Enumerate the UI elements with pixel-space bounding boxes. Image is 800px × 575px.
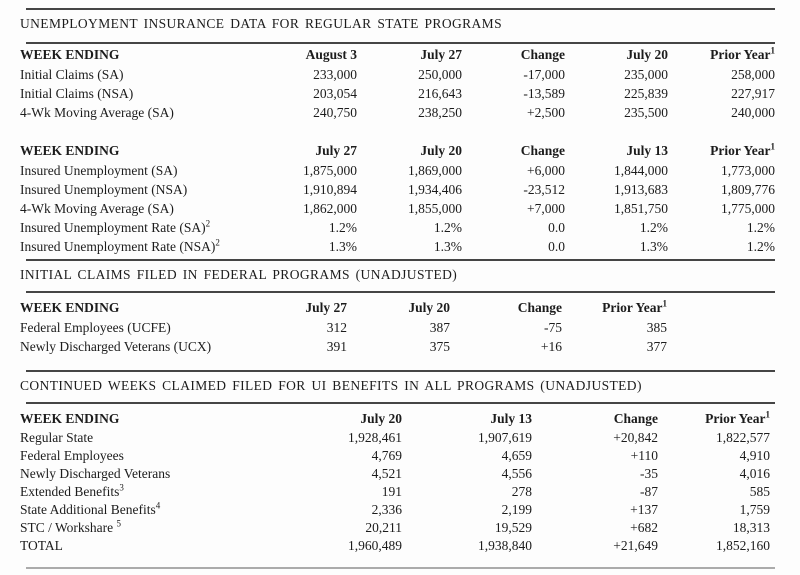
column-header: July 13 <box>490 410 532 426</box>
header-row <box>20 140 775 161</box>
cell-value: 1,934,406 <box>408 181 462 197</box>
table-continued-weeks-all-programs <box>20 408 770 555</box>
cell-value: -75 <box>544 319 562 335</box>
table-row <box>20 337 667 356</box>
footnote-marker: 1 <box>770 45 775 56</box>
cell-value: 1,869,000 <box>408 162 462 178</box>
row-label: 4-Wk Moving Average (SA) <box>20 104 174 120</box>
table-row <box>20 519 770 537</box>
column-header: July 20 <box>408 299 450 315</box>
cell-value: 4,659 <box>501 448 532 464</box>
cell-value: 238,250 <box>418 104 462 120</box>
table-row <box>20 483 770 501</box>
cell-value: 1,938,840 <box>478 538 532 554</box>
section-title-federal-programs: INITIAL CLAIMS FILED IN FEDERAL PROGRAMS (UNADJUSTED) <box>20 267 458 282</box>
cell-value: 585 <box>749 484 770 500</box>
cell-value: 227,917 <box>731 85 775 101</box>
table-row <box>20 84 775 103</box>
column-header: Prior Year$^1$ <box>705 409 770 426</box>
cell-value: +21,649 <box>613 538 658 554</box>
cell-value: 233,000 <box>313 66 357 82</box>
cell-value: 250,000 <box>418 66 462 82</box>
row-label: Newly Discharged Veterans (UCX) <box>20 338 212 354</box>
cell-value: 1,875,000 <box>303 162 357 178</box>
cell-value: 240,750 <box>313 104 357 120</box>
cell-value: -17,000 <box>523 66 565 82</box>
cell-value: 203,054 <box>313 85 357 101</box>
footnote-marker: 1 <box>770 141 775 152</box>
cell-value: 1,862,000 <box>303 200 357 216</box>
cell-value: 0.0 <box>548 238 565 254</box>
header-row <box>20 44 775 65</box>
cell-value: 1,822,577 <box>716 430 770 446</box>
footnote-marker: 1 <box>662 298 667 309</box>
cell-value: -23,512 <box>523 181 565 197</box>
cell-value: 235,500 <box>624 104 668 120</box>
cell-value: 225,839 <box>624 85 668 101</box>
cell-value: 1,773,000 <box>721 162 775 178</box>
table-initial-claims-federal-programs <box>20 297 667 356</box>
cell-value: 235,000 <box>624 66 668 82</box>
cell-value: 1,855,000 <box>408 200 462 216</box>
horizontal-rule <box>26 402 775 404</box>
table-row <box>20 465 770 483</box>
footnote-marker: 5 <box>116 518 122 529</box>
cell-value: +16 <box>540 338 562 354</box>
row-label: TOTAL <box>20 538 63 554</box>
table-row <box>20 237 775 256</box>
table-row <box>20 537 770 555</box>
cell-value: 1,851,750 <box>614 200 668 216</box>
column-header: Change <box>613 410 658 426</box>
column-header: August 3 <box>305 46 357 62</box>
cell-value: 240,000 <box>731 104 775 120</box>
cell-value: 1,907,619 <box>478 430 532 446</box>
header-row <box>20 297 667 318</box>
footnote-marker: 4 <box>155 500 161 511</box>
cell-value: 258,000 <box>731 66 775 82</box>
column-header: July 20 <box>420 142 462 158</box>
row-label: Extended Benefits$^3$ <box>20 482 124 500</box>
row-label: Initial Claims (NSA) <box>20 85 134 101</box>
cell-value: 1.2% <box>746 238 775 254</box>
cell-value: +6,000 <box>527 162 565 178</box>
cell-value: 1,852,160 <box>716 538 770 554</box>
cell-value: 377 <box>646 338 667 354</box>
cell-value: 2,199 <box>501 502 532 518</box>
cell-value: 1.3% <box>433 238 462 254</box>
row-label: Insured Unemployment Rate (SA)$^2$ <box>20 218 211 235</box>
column-header: July 27 <box>305 299 347 315</box>
cell-value: +7,000 <box>527 200 565 216</box>
table-row <box>20 65 775 84</box>
footnote-marker: 2 <box>205 218 211 229</box>
cell-value: +137 <box>630 502 658 518</box>
table-row <box>20 180 775 199</box>
horizontal-rule <box>26 370 775 372</box>
column-header: Change <box>520 142 565 158</box>
table-initial-claims-regular-state <box>20 44 775 122</box>
cell-value: 2,336 <box>371 502 402 518</box>
cell-value: 1,928,461 <box>348 430 402 446</box>
row-label: Federal Employees (UCFE) <box>20 319 171 335</box>
cell-value: 191 <box>381 484 402 500</box>
table-row <box>20 218 775 237</box>
cell-value: 375 <box>429 338 450 354</box>
cell-value: 1.2% <box>639 219 668 235</box>
cell-value: 387 <box>429 319 450 335</box>
column-header: WEEK ENDING <box>20 142 120 158</box>
footnote-marker: 3 <box>119 482 124 493</box>
cell-value: 312 <box>326 319 347 335</box>
cell-value: 1,844,000 <box>614 162 668 178</box>
table-row <box>20 447 770 465</box>
row-label: STC / Workshare $^5$ <box>20 518 122 536</box>
row-label: Insured Unemployment (SA) <box>20 162 178 178</box>
cell-value: -87 <box>640 484 658 500</box>
cell-value: 278 <box>511 484 532 500</box>
section-title-continued-weeks-claimed: CONTINUED WEEKS CLAIMED FILED FOR UI BENEFITS IN ALL PROGRAMS (UNADJUSTED) <box>20 378 642 393</box>
row-label: Federal Employees <box>20 448 124 464</box>
cell-value: +20,842 <box>613 430 658 446</box>
column-header: July 20 <box>360 410 402 426</box>
cell-value: 1,759 <box>739 502 770 518</box>
table-row <box>20 161 775 180</box>
cell-value: 4,016 <box>739 466 770 482</box>
cell-value: 18,313 <box>732 520 770 536</box>
cell-value: -13,589 <box>523 85 565 101</box>
cell-value: 1.2% <box>328 219 357 235</box>
cell-value: +110 <box>630 448 658 464</box>
horizontal-rule <box>26 291 775 293</box>
cell-value: 20,211 <box>365 520 402 536</box>
row-label: Insured Unemployment Rate (NSA)$^2$ <box>20 237 220 254</box>
cell-value: 1.2% <box>433 219 462 235</box>
column-header: Prior Year$^1$ <box>710 45 775 62</box>
cell-value: -35 <box>640 466 658 482</box>
cell-value: +682 <box>630 520 658 536</box>
row-label: Initial Claims (SA) <box>20 66 124 82</box>
cell-value: 4,521 <box>371 466 402 482</box>
column-header: Change <box>517 299 562 315</box>
row-label: Regular State <box>20 430 94 446</box>
cell-value: 4,769 <box>371 448 402 464</box>
column-header: July 13 <box>626 142 668 158</box>
column-header: July 20 <box>626 46 668 62</box>
table-row <box>20 318 667 337</box>
cell-value: 4,910 <box>739 448 770 464</box>
horizontal-rule <box>26 259 775 261</box>
row-label: Newly Discharged Veterans <box>20 466 171 482</box>
footnote-marker: 2 <box>215 237 220 248</box>
header-row <box>20 408 770 429</box>
column-header: WEEK ENDING <box>20 410 120 426</box>
cell-value: 1,809,776 <box>721 181 775 197</box>
cell-value: 216,643 <box>418 85 462 101</box>
cell-value: 19,529 <box>494 520 532 536</box>
table-row <box>20 501 770 519</box>
cell-value: 1.2% <box>746 219 775 235</box>
horizontal-rule <box>26 8 775 10</box>
cell-value: 1.3% <box>639 238 668 254</box>
row-label: State Additional Benefits$^4$ <box>20 500 161 518</box>
cell-value: 4,556 <box>501 466 532 482</box>
row-label: Insured Unemployment (NSA) <box>20 181 188 197</box>
column-header: WEEK ENDING <box>20 46 120 62</box>
cell-value: 1,960,489 <box>348 538 402 554</box>
column-header: WEEK ENDING <box>20 299 120 315</box>
cell-value: 0.0 <box>548 219 565 235</box>
column-header: Prior Year$^1$ <box>710 141 775 158</box>
cell-value: 391 <box>326 338 347 354</box>
cell-value: 1.3% <box>328 238 357 254</box>
cell-value: 1,913,683 <box>614 181 668 197</box>
cell-value: 1,775,000 <box>721 200 775 216</box>
footnote-marker: 1 <box>765 409 770 420</box>
row-label: 4-Wk Moving Average (SA) <box>20 200 174 216</box>
cell-value: 1,910,894 <box>303 181 357 197</box>
cell-value: +2,500 <box>527 104 565 120</box>
column-header: Change <box>520 46 565 62</box>
table-row <box>20 199 775 218</box>
horizontal-rule <box>26 567 775 569</box>
section-title-regular-state-programs: UNEMPLOYMENT INSURANCE DATA FOR REGULAR STATE PROGRAMS <box>20 16 502 31</box>
column-header: July 27 <box>420 46 462 62</box>
table-row <box>20 429 770 447</box>
table-row <box>20 103 775 122</box>
column-header: July 27 <box>315 142 357 158</box>
table-insured-unemployment-regular-state <box>20 140 775 256</box>
cell-value: 385 <box>646 319 667 335</box>
column-header: Prior Year$^1$ <box>602 298 667 315</box>
